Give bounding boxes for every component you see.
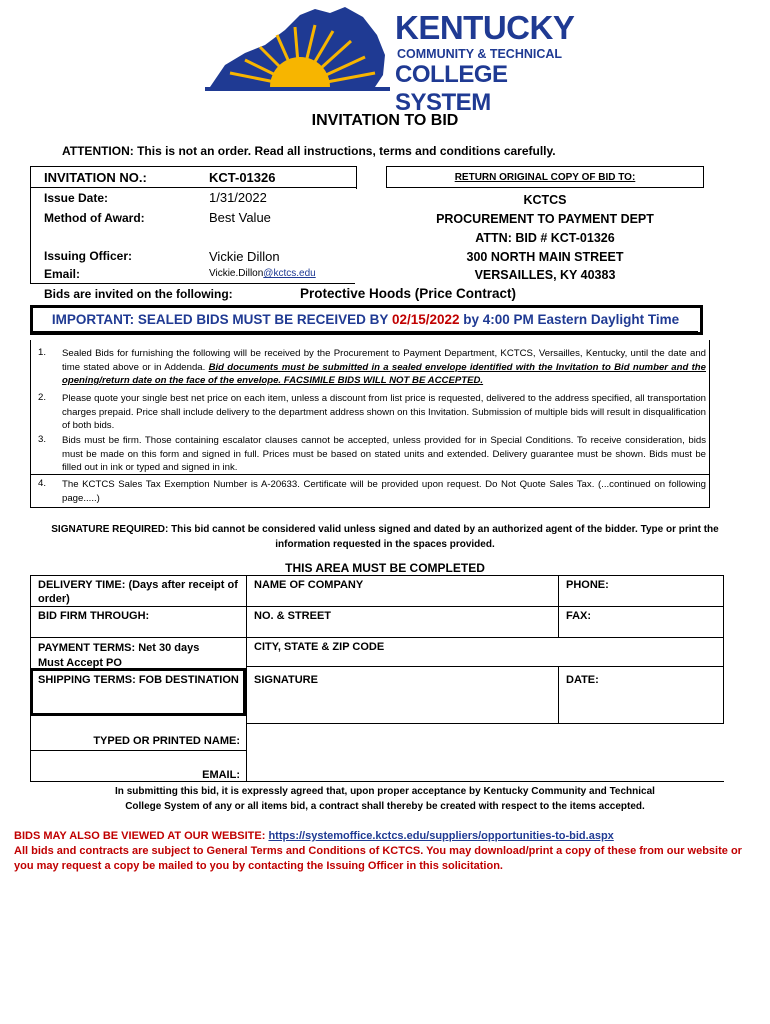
award-method-label: Method of Award:	[44, 211, 145, 225]
website-link[interactable]: https://systemoffice.kctcs.edu/suppliers/opportunities-to-bid.aspx	[268, 830, 614, 842]
award-method-value: Best Value	[209, 210, 271, 225]
email-user: Vickie.Dillon	[209, 268, 264, 279]
street-field[interactable]: NO. & STREET	[254, 610, 332, 622]
page-title: INVITATION TO BID	[311, 112, 459, 129]
invited-label: Bids are invited on the following:	[44, 287, 233, 301]
form-line	[558, 666, 559, 724]
kentucky-state-sunburst-icon	[205, 5, 395, 95]
form-line	[723, 575, 724, 724]
issue-date-label: Issue Date:	[44, 191, 109, 205]
item-emphasis: Bid documents must be submitted in a sealed envelope identified with the Invitation to Bid number and the opening/return date on the face of the envelope. FACSIMILE BIDS WILL NOT BE ACCEPTED.	[62, 361, 707, 386]
bid-firm-label: BID FIRM THROUGH:	[38, 610, 150, 622]
important-suffix: by 4:00 PM Eastern Daylight Time	[459, 312, 680, 327]
item-number: 2.	[38, 392, 47, 403]
website-prefix: BIDS MAY ALSO BE VIEWED AT OUR WEBSITE:	[14, 830, 269, 842]
return-line-5: VERSAILLES, KY 40383	[474, 268, 616, 282]
form-line	[246, 666, 724, 667]
signature-field[interactable]: SIGNATURE	[254, 674, 318, 686]
kctcs-logo	[205, 5, 575, 116]
delivery-time-label: DELIVERY TIME: (Days after receipt of order)	[38, 579, 238, 605]
form-line	[30, 606, 724, 607]
email-input[interactable]	[247, 751, 723, 781]
invitation-no-value: KCT-01326	[209, 170, 276, 185]
list-item: Please quote your single best net price on each item, unless a discount from list price is requested, delivered to the address specified, all transportation charges prepaid. Price shall include delivery to the department address shown on this Invitation. Submission of multiple bids will result in disqualification of both bids.	[62, 393, 706, 431]
item-text: Sealed Bids for furnishing the following will be received by the Procurement to Payment Department, KCTCS, Versailles, Kentucky, until the date and time stated above or in Addenda.	[62, 348, 706, 373]
typed-name-input[interactable]	[247, 724, 723, 750]
important-prefix: IMPORTANT: SEALED BIDS MUST BE RECEIVED BY	[51, 312, 392, 327]
signature-required-text: SIGNATURE REQUIRED: This bid cannot be considered valid unless signed and dated by an authorized agent of the bidder. Type or print the information requested in the spaces provided.	[51, 524, 719, 550]
list-item: The KCTCS Sales Tax Exemption Number is A-20633. Certificate will be provided upon request. Do Not Quote Sales Tax. (...continued on following page.....)	[62, 479, 706, 504]
company-name-field[interactable]: NAME OF COMPANY	[254, 579, 364, 591]
item-number: 1.	[38, 347, 47, 358]
logo-line-kentucky: KENTUCKY	[395, 9, 575, 46]
fax-field[interactable]: FAX:	[566, 610, 592, 622]
agreement-notice	[0, 784, 770, 814]
info-bottom-line	[30, 283, 355, 284]
date-field[interactable]: DATE:	[566, 674, 599, 686]
form-line	[30, 575, 724, 576]
payment-terms-label: PAYMENT TERMS: Net 30 days	[38, 642, 200, 654]
important-notice	[33, 309, 698, 332]
info-left-line	[30, 166, 31, 284]
officer-email[interactable]	[209, 268, 316, 279]
issuing-officer-label: Issuing Officer:	[44, 249, 133, 263]
form-line	[30, 750, 246, 751]
return-box-rule	[386, 187, 704, 188]
email-domain-link[interactable]: @kctcs.edu	[263, 268, 316, 279]
return-line-2: PROCUREMENT TO PAYMENT DEPT	[436, 212, 654, 226]
form-line	[30, 637, 724, 638]
city-state-zip-field[interactable]: CITY, STATE & ZIP CODE	[254, 641, 385, 653]
signature-required-notice	[0, 522, 770, 552]
return-header: RETURN ORIGINAL COPY OF BID TO:	[454, 172, 636, 183]
shipping-terms-label: SHIPPING TERMS: FOB DESTINATION	[38, 674, 239, 686]
typed-name-label: TYPED OR PRINTED NAME:	[93, 735, 240, 747]
attention-notice: ATTENTION: This is not an order. Read all instructions, terms and conditions carefully.	[62, 144, 556, 158]
item-number: 3.	[38, 434, 47, 445]
return-line-1: KCTCS	[523, 193, 567, 207]
list-item	[62, 347, 706, 388]
list-item: Bids must be firm. Those containing escalator clauses cannot be accepted, unless provided for in Special Conditions. To receive consideration, bids must be made on this form and signed in full. Prices must be based on stated units and extended. Delivery guarantee must be shown. Bids must be filled out in ink or typed and signed in ink.	[62, 435, 706, 473]
item-divider	[30, 474, 710, 475]
logo-line-community: COMMUNITY & TECHNICAL	[397, 47, 563, 61]
email-label: Email:	[44, 267, 81, 281]
info-divider	[30, 187, 356, 188]
website-notice	[14, 829, 754, 874]
email-form-label: EMAIL:	[202, 769, 240, 781]
invitation-no-label: INVITATION NO.:	[44, 170, 147, 185]
phone-field[interactable]: PHONE:	[566, 579, 609, 591]
issue-date-value: 1/31/2022	[209, 190, 267, 205]
logo-line-college: COLLEGE SYSTEM	[395, 61, 508, 116]
issuing-officer-value: Vickie Dillon	[209, 249, 280, 264]
terms-text: All bids and contracts are subject to General Terms and Conditions of KCTCS. You may download/print a copy of these from our website or you may request a copy be mailed to you by contacting the Issuing Officer in this solicitation.	[14, 845, 742, 872]
form-area-title: THIS AREA MUST BE COMPLETED	[285, 561, 485, 575]
item-number: 4.	[38, 478, 47, 489]
invited-item: Protective Hoods (Price Contract)	[300, 286, 517, 301]
deadline-date: 02/15/2022	[391, 312, 460, 327]
return-line-3: ATTN: BID # KCT-01326	[475, 231, 615, 245]
payment-terms-po: Must Accept PO	[38, 657, 122, 669]
return-line-4: 300 NORTH MAIN STREET	[466, 250, 624, 264]
agreement-text: In submitting this bid, it is expressly agreed that, upon proper acceptance by Kentucky Community and Technical College System of any or all items bid, a contract shall thereby be created with respect to the items accepted.	[115, 786, 655, 812]
